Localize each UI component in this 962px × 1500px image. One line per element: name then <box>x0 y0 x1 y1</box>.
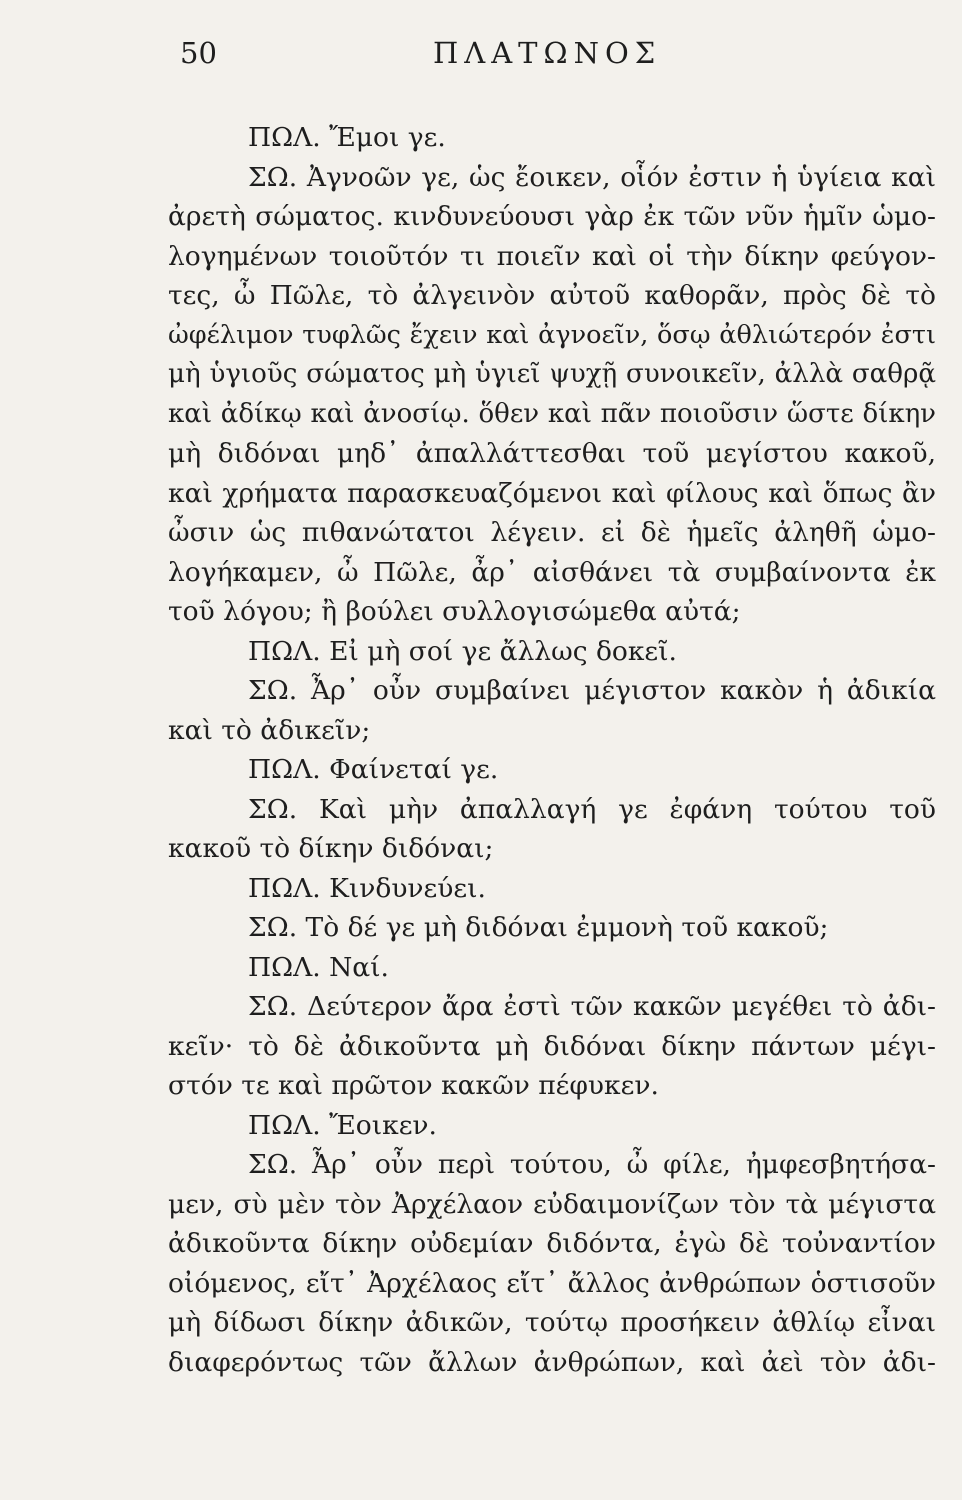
text-line: ΠΩΛ. Ἔοικεν. <box>248 1109 437 1141</box>
text-line: ΠΩΛ. Φαίνεταί γε. <box>248 754 499 785</box>
text-line: ΠΩΛ. Κινδυνεύει. <box>248 872 486 904</box>
text-line: ΣΩ. Καὶ μὴν ἀπαλλαγή γε ἐφάνη τούτου τοῦ <box>248 793 936 825</box>
dialogue-text <box>168 118 936 1382</box>
text-line: κεῖν· τὸ δὲ ἀδικοῦντα μὴ διδόναι δίκην πάντων μέγι- <box>168 1030 936 1062</box>
running-title: ΠΛΑΤΩΝΟΣ <box>433 36 662 70</box>
text-line: λογήκαμεν, ὦ Πῶλε, ἆρ᾽ αἰσθάνει τὰ συμβαίνοντα ἐκ <box>168 556 936 588</box>
text-line: τες, ὦ Πῶλε, τὸ ἀλγεινὸν αὐτοῦ καθορᾶν, πρὸς δὲ τὸ <box>168 280 936 311</box>
text-line: λογημένων τοιοῦτόν τι ποιεῖν καὶ οἱ τὴν δίκην φεύγον- <box>168 240 936 272</box>
text-line: ΣΩ. Ἆρ᾽ οὖν συμβαίνει μέγιστον κακὸν ἡ ἀδικία <box>248 675 936 706</box>
text-line: ὦσιν ὡς πιθανώτατοι λέγειν. εἰ δὲ ἡμεῖς ἀληθῆ ὡμο- <box>168 517 936 548</box>
text-line: ΣΩ. Ἀγνοῶν γε, ὡς ἔοικεν, οἷόν ἐστιν ἡ ὑγίεια καὶ <box>248 161 936 193</box>
text-line: ΣΩ. Τὸ δέ γε μὴ διδόναι ἐμμονὴ τοῦ κακοῦ; <box>248 912 829 943</box>
text-line: καὶ ἀδίκῳ καὶ ἀνοσίῳ. ὅθεν καὶ πᾶν ποιοῦσιν ὥστε δίκην <box>168 398 936 429</box>
text-line: τοῦ λόγου; ἢ βούλει συλλογισώμεθα αὐτά; <box>168 596 741 627</box>
text-line: ΣΩ. Ἆρ᾽ οὖν περὶ τούτου, ὦ φίλε, ἠμφεσβητήσα- <box>248 1149 936 1180</box>
text-line: ΣΩ. Δεύτερον ἄρα ἐστὶ τῶν κακῶν μεγέθει τὸ ἀδι- <box>248 991 936 1022</box>
text-line: ΠΩΛ. Εἰ μὴ σοί γε ἄλλως δοκεῖ. <box>248 635 677 667</box>
text-line: ΠΩΛ. Ἔμοι γε. <box>248 122 446 153</box>
text-line: μὴ διδόναι μηδ᾽ ἀπαλλάττεσθαι τοῦ μεγίστου κακοῦ, <box>168 438 936 469</box>
text-line: ΠΩΛ. Ναί. <box>248 951 389 983</box>
text-line: διαφερόντως τῶν ἄλλων ἀνθρώπων, καὶ ἀεὶ τὸν ἀδι- <box>168 1346 936 1378</box>
text-line: καὶ χρήματα παρασκευαζόμενοι καὶ φίλους καὶ ὅπως ἂν <box>168 477 936 509</box>
text-line: οἰόμενος, εἴτ᾽ Ἀρχέλαος εἴτ᾽ ἄλλος ἀνθρώπων ὁστισοῦν <box>168 1267 936 1299</box>
text-line: ὠφέλιμον τυφλῶς ἔχειν καὶ ἀγνοεῖν, ὅσῳ ἀθλιώτερόν ἐστι <box>168 319 936 350</box>
page-number: 50 <box>180 36 217 70</box>
text-line: στόν τε καὶ πρῶτον κακῶν πέφυκεν. <box>168 1070 659 1101</box>
running-head <box>0 36 962 76</box>
text-line: καὶ τὸ ἀδικεῖν; <box>168 714 371 746</box>
text-line: μεν, σὺ μὲν τὸν Ἀρχέλαον εὐδαιμονίζων τὸν τὰ μέγιστα <box>168 1188 936 1220</box>
text-line: κακοῦ τὸ δίκην διδόναι; <box>168 833 494 864</box>
text-line: μὴ ὑγιοῦς σώματος μὴ ὑγιεῖ ψυχῇ συνοικεῖν, ἀλλὰ σαθρᾷ <box>168 359 936 389</box>
text-line: ἀδικοῦντα δίκην οὐδεμίαν διδόντα, ἐγὼ δὲ τοὐναντίον <box>168 1228 936 1259</box>
text-line: ἀρετὴ σώματος. κινδυνεύουσι γὰρ ἐκ τῶν νῦν ἡμῖν ὡμο- <box>168 201 936 232</box>
text-line: μὴ δίδωσι δίκην ἀδικῶν, τούτῳ προσήκειν ἀθλίῳ εἶναι <box>168 1307 936 1338</box>
